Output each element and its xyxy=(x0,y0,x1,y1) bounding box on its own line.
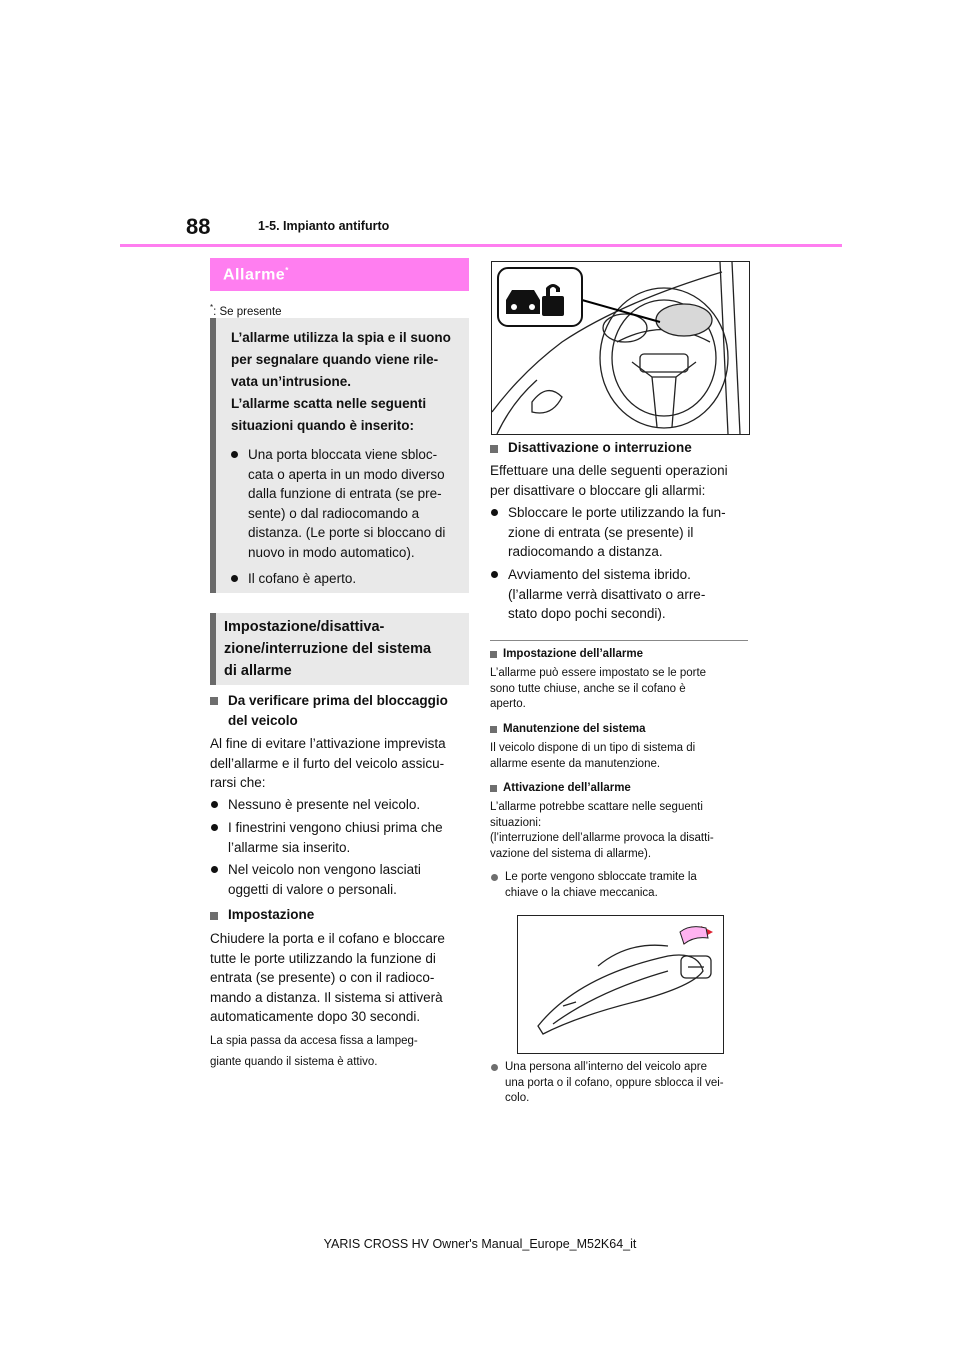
footer-text: YARIS CROSS HV Owner's Manual_Europe_M52K64_it xyxy=(323,1237,637,1251)
info-line: situazioni quando è inserito: xyxy=(231,418,415,433)
bullet-line: sente) o dal radiocomando a xyxy=(248,505,420,521)
bullet-dot xyxy=(231,451,238,458)
body-line: Al fine di evitare l’attivazione imprevista xyxy=(210,736,446,751)
body-line: dell’allarme e il furto del veicolo assicu- xyxy=(210,755,445,771)
activation-bullet xyxy=(505,1060,724,1107)
footnote-text: : Se presente xyxy=(213,305,282,318)
body-line: Effettuare una delle seguenti operazioni xyxy=(490,463,728,478)
setup-section-bar xyxy=(210,613,216,685)
dashboard-drawing xyxy=(492,262,749,434)
activation-bullet xyxy=(505,870,697,901)
check-bullet xyxy=(211,860,469,899)
info-line: per segnalare quando viene rile- xyxy=(231,352,439,367)
subhead-square xyxy=(210,697,218,705)
note-line: L’allarme potrebbe scattare nelle seguenti xyxy=(490,801,703,813)
page-number: 88 xyxy=(186,214,211,239)
note-line: La spia passa da accesa fissa a lampeg- xyxy=(210,1035,418,1047)
info-bullet xyxy=(231,569,466,589)
note-line: Il veicolo dispone di un tipo di sistema di xyxy=(490,742,696,754)
bullet-dot xyxy=(211,866,218,873)
bullet-line: nuovo in modo automatico). xyxy=(248,544,415,560)
note-square xyxy=(490,651,497,658)
body-line: per disattivare o bloccare gli allarmi: xyxy=(490,482,706,498)
body-line: Chiudere la porta e il cofano e bloccare xyxy=(210,931,445,946)
note-heading: Impostazione dell’allarme xyxy=(503,648,643,660)
setting-note xyxy=(210,1031,418,1073)
body-line: automaticamente dopo 30 secondi. xyxy=(210,1009,421,1024)
note-line: aperto. xyxy=(490,698,526,710)
note-line: Una persona all’interno del veicolo apre xyxy=(505,1061,708,1073)
note-body xyxy=(490,666,706,713)
bullet-line: (l’allarme verrà disattivato o arre- xyxy=(508,586,706,602)
deactivation-bullet xyxy=(491,565,749,624)
bullet-dot xyxy=(491,509,498,516)
info-bullet xyxy=(231,445,466,562)
subhead-square xyxy=(210,912,218,920)
setup-title-line: Impostazione/disattiva- xyxy=(224,619,385,635)
bullet-line: Avviamento del sistema ibrido. xyxy=(508,567,691,582)
bullet-line: radiocomando a distanza. xyxy=(508,544,663,559)
setup-title-line: zione/interruzione del sistema xyxy=(224,641,432,657)
note-body xyxy=(490,741,695,772)
note-heading: Manutenzione del sistema xyxy=(503,723,646,735)
check-bullet xyxy=(211,795,469,815)
section-label: 1-5. Impianto antifurto xyxy=(258,219,390,233)
note-heading: Attivazione dell’allarme xyxy=(503,782,631,794)
bullet-dot xyxy=(231,575,238,582)
note-line: Le porte vengono sbloccate tramite la xyxy=(505,871,697,883)
info-line: L’allarme utilizza la spia e il suono xyxy=(231,330,451,345)
bullet-line: I finestrini vengono chiusi prima che xyxy=(228,820,443,835)
bullet-line: Sbloccare le porte utilizzando la fun- xyxy=(508,505,726,520)
setup-title-line: di allarme xyxy=(224,663,292,679)
note-square xyxy=(490,785,497,792)
door-handle-drawing xyxy=(518,916,723,1053)
bullet-dot xyxy=(491,571,498,578)
note-line: giante quando il sistema è attivo. xyxy=(210,1056,378,1068)
subhead-square xyxy=(490,445,498,453)
note-line: una porta o il cofano, oppure sblocca il vei- xyxy=(505,1076,724,1089)
note-line: sono tutte chiuse, anche se il cofano è xyxy=(490,682,686,695)
note-line: L’allarme può essere impostato se le porte xyxy=(490,667,707,679)
bullet-dot xyxy=(211,801,218,808)
alarm-title-mark: * xyxy=(285,266,289,275)
bullet-line: zione di entrata (se presente) il xyxy=(508,524,694,540)
note-line: chiave o la chiave meccanica. xyxy=(505,886,658,899)
heading-line: Da verificare prima del bloccaggio xyxy=(228,693,448,708)
note-line: colo. xyxy=(505,1092,530,1104)
bullet-line: Il cofano è aperto. xyxy=(248,571,357,586)
door-handle-illustration xyxy=(517,915,724,1054)
check-bullet xyxy=(211,818,469,857)
bullet-line: l’allarme sia inserito. xyxy=(228,839,351,855)
bullet-line: Una porta bloccata viene sbloc- xyxy=(248,447,438,462)
note-line: situazioni: xyxy=(490,816,542,829)
heading-line: del veicolo xyxy=(228,712,298,728)
alarm-title-text: Allarme xyxy=(223,266,286,284)
footnote xyxy=(210,303,282,318)
bullet-line: cata o aperta in un modo diverso xyxy=(248,466,445,482)
setting-heading: Impostazione xyxy=(228,907,315,922)
note-square xyxy=(490,726,497,733)
info-box-bar xyxy=(210,318,216,593)
info-line: L’allarme scatta nelle seguenti xyxy=(231,396,427,411)
body-line: rarsi che: xyxy=(210,775,266,790)
deactivation-bullet xyxy=(491,503,749,562)
bullet-line: Nessuno è presente nel veicolo. xyxy=(228,797,421,812)
note-body xyxy=(490,800,714,862)
check-heading xyxy=(228,691,448,730)
footnote-mark: * xyxy=(210,303,214,312)
note-bullet-dot xyxy=(491,874,498,881)
alarm-title xyxy=(223,266,289,284)
bullet-line: stato dopo pochi secondi). xyxy=(508,606,666,621)
bullet-line: dalla funzione di entrata (se pre- xyxy=(248,486,442,501)
setting-body xyxy=(210,929,445,1027)
bullet-line: distanza. (Le porte si bloccano di xyxy=(248,525,446,540)
dashboard-illustration xyxy=(491,261,750,435)
info-line: vata un’intrusione. xyxy=(231,374,352,389)
notes-divider xyxy=(490,640,748,641)
header-rule xyxy=(120,244,842,247)
note-bullet-dot xyxy=(491,1064,498,1071)
body-line: tutte le porte utilizzando la funzione di xyxy=(210,950,436,966)
bullet-line: Nel veicolo non vengono lasciati xyxy=(228,862,421,877)
deactivation-heading: Disattivazione o interruzione xyxy=(508,440,692,455)
bullet-line: oggetti di valore o personali. xyxy=(228,881,397,897)
body-line: mando a distanza. Il sistema si attiverà xyxy=(210,989,443,1005)
note-line: (l’interruzione dell’allarme provoca la disatti- xyxy=(490,832,714,844)
deactivation-body xyxy=(490,461,728,500)
note-line: allarme esente da manutenzione. xyxy=(490,757,661,770)
check-body xyxy=(210,734,446,793)
body-line: entrata (se presente) o con il radioco- xyxy=(210,970,435,985)
setup-section-title xyxy=(224,613,464,682)
bullet-dot xyxy=(211,824,218,831)
note-line: vazione del sistema di allarme). xyxy=(490,847,652,860)
